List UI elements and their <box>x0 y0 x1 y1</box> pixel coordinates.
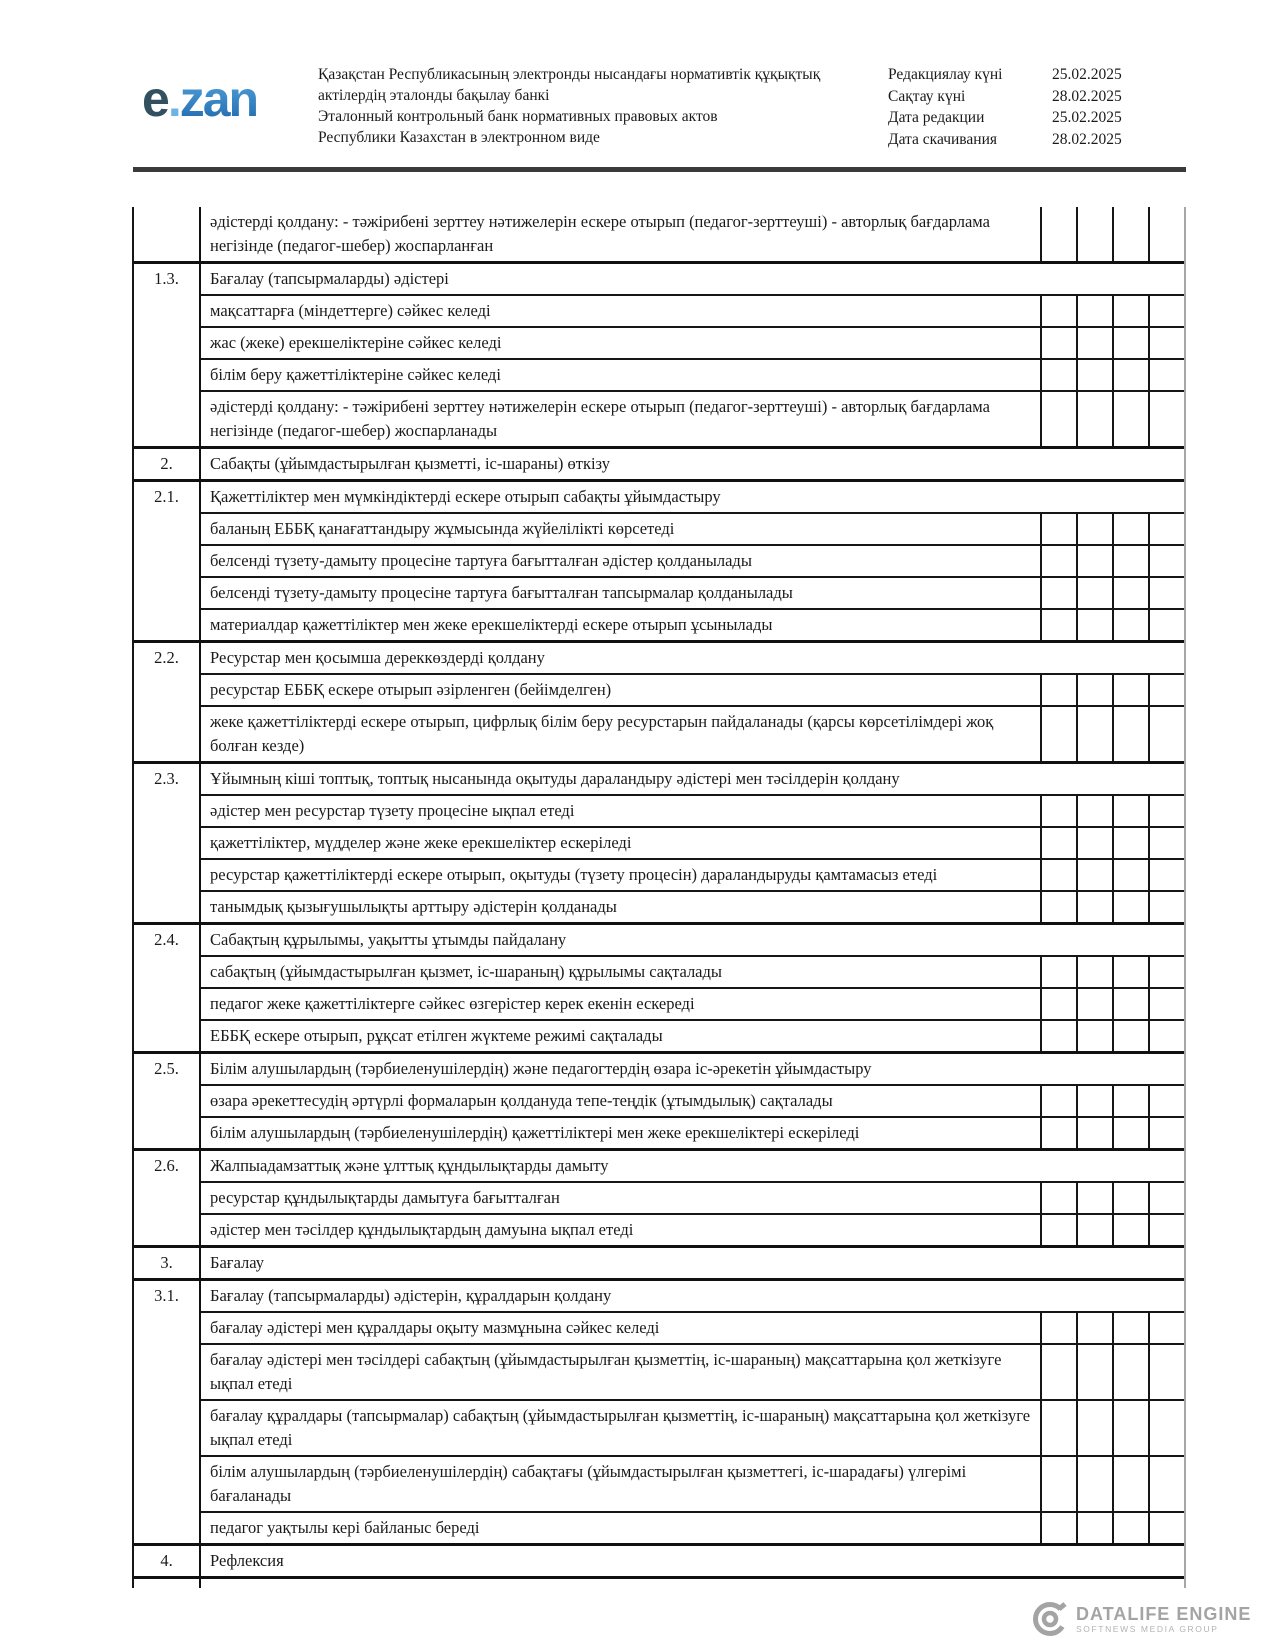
date-row <box>888 86 1148 108</box>
score-cell <box>1040 1401 1076 1455</box>
score-cell <box>1040 1118 1076 1148</box>
criterion-text: әдістерді қолдану: - тәжірибені зерттеу нәтижелерін ескере отырып (педагог-зерттеуші) - авторлық бағдарлама негізінде (педагог-шебер) жоспарланған <box>210 212 990 255</box>
ezan-logo <box>142 71 258 127</box>
datalife-engine-text <box>1076 1604 1251 1634</box>
score-cell <box>1040 1183 1076 1213</box>
score-cell <box>1112 1313 1148 1343</box>
criterion-row <box>201 608 1184 640</box>
score-cell <box>1112 828 1148 858</box>
table-section <box>134 1051 1184 1148</box>
section-header-row: Сабақтың құрылымы, уақытты ұтымды пайдалану <box>210 930 567 949</box>
score-cell <box>1112 1086 1148 1116</box>
assessment-table <box>132 207 1186 1588</box>
score-cell <box>1112 1513 1148 1543</box>
score-cell <box>1148 546 1184 576</box>
score-cell <box>1112 392 1148 446</box>
criterion-text: бағалау әдістері мен құралдары оқыту мазмұнына сәйкес келеді <box>210 1318 660 1337</box>
score-cell <box>1076 1183 1112 1213</box>
score-cell <box>1148 1457 1184 1511</box>
section-header-row: Сабақты (ұйымдастырылған қызметті, іс-шараны) өткізу <box>210 454 610 473</box>
score-cell <box>1148 1345 1184 1399</box>
criterion-text: әдістер мен тәсілдер құндылықтардың дамуына ықпал етеді <box>210 1220 634 1239</box>
section-number-cell: 2.6. <box>134 1151 201 1245</box>
score-cell <box>1112 610 1148 640</box>
score-cell <box>1112 296 1148 326</box>
section-number-cell <box>134 207 201 261</box>
criterion-text: танымдық қызығушылықты арттыру әдістерін қолданады <box>210 897 617 916</box>
criterion-row <box>201 294 1184 326</box>
score-cell <box>1148 1183 1184 1213</box>
section-number-cell <box>134 1579 201 1588</box>
criterion-text: мақсаттарға (міндеттерге) сәйкес келеді <box>210 301 491 320</box>
org-title-block <box>318 64 903 148</box>
section-body <box>201 1248 1184 1278</box>
section-body <box>201 449 1184 479</box>
score-cell <box>1148 707 1184 761</box>
score-cell <box>1076 546 1112 576</box>
criterion-text: әдістер мен ресурстар түзету процесіне ықпал етеді <box>210 801 575 820</box>
section-header-row: Ресурстар мен қосымша дереккөздерді қолдану <box>210 648 545 667</box>
score-cell <box>1040 989 1076 1019</box>
ezan-logo-zan: zan <box>179 71 258 127</box>
criterion-text: баланың ЕББҚ қанағаттандыру жұмысында жүйелілікті көрсетеді <box>210 519 675 538</box>
score-cell <box>1040 1021 1076 1051</box>
score-cell <box>1040 796 1076 826</box>
criterion-text: белсенді түзету-дамыту процесіне тартуға бағытталған әдістер қолданылады <box>210 551 752 570</box>
section-number-cell: 4. <box>134 1546 201 1576</box>
score-cell <box>1040 328 1076 358</box>
score-cell <box>1112 514 1148 544</box>
date-value: 25.02.2025 <box>1052 66 1122 83</box>
score-cell <box>1148 675 1184 705</box>
criterion-row <box>201 512 1184 544</box>
criterion-row <box>201 1084 1184 1116</box>
score-cell <box>1076 328 1112 358</box>
score-cell <box>1148 989 1184 1019</box>
criterion-row <box>201 987 1184 1019</box>
criterion-row <box>201 1343 1184 1399</box>
table-section <box>134 640 1184 761</box>
section-body <box>201 1546 1184 1576</box>
score-cell <box>1112 957 1148 987</box>
score-cell <box>1076 1513 1112 1543</box>
section-header-row: Бағалау (тапсырмаларды) әдістері <box>210 269 449 288</box>
score-cell <box>1076 392 1112 446</box>
score-cell <box>1040 675 1076 705</box>
section-body <box>201 643 1184 761</box>
date-value: 28.02.2025 <box>1052 130 1122 148</box>
score-cell <box>1040 1313 1076 1343</box>
table-section <box>134 1278 1184 1543</box>
score-cell <box>1040 1086 1076 1116</box>
section-body <box>201 925 1184 1051</box>
score-cell <box>1112 989 1148 1019</box>
section-header-row: Бағалау <box>210 1253 265 1272</box>
criterion-text: жас (жеке) ерекшеліктеріне сәйкес келеді <box>210 333 502 352</box>
table-section <box>134 1576 1184 1588</box>
score-cell <box>1148 1401 1184 1455</box>
score-cell <box>1148 610 1184 640</box>
score-cell <box>1148 796 1184 826</box>
section-number-cell: 2.1. <box>134 482 201 640</box>
section-body <box>201 1579 1184 1588</box>
section-header-row: Қажеттіліктер мен мүмкіндіктерді ескере отырып сабақты ұйымдастыру <box>210 487 721 506</box>
score-cell <box>1076 1401 1112 1455</box>
criterion-row <box>201 1311 1184 1343</box>
score-cell <box>1040 296 1076 326</box>
table-section <box>134 1148 1184 1245</box>
criterion-row <box>201 390 1184 446</box>
score-cell <box>1148 296 1184 326</box>
criterion-text: әдістерді қолдану: - тәжірибені зерттеу нәтижелерін ескере отырып (педагог-зерттеуші) - авторлық бағдарлама негізінде (педагог-шебер) жоспарланады <box>210 397 990 440</box>
score-cell <box>1112 328 1148 358</box>
criterion-row <box>201 673 1184 705</box>
date-value: 28.02.2025 <box>1052 87 1122 105</box>
criterion-text: педагог жеке қажеттіліктерге сәйкес өзгерістер керек екенін ескереді <box>210 994 695 1013</box>
score-cell <box>1076 989 1112 1019</box>
score-cell <box>1112 207 1148 261</box>
score-cell <box>1148 1215 1184 1245</box>
criterion-row <box>201 1213 1184 1245</box>
score-cell <box>1076 610 1112 640</box>
score-cell <box>1040 514 1076 544</box>
criterion-row <box>201 1019 1184 1051</box>
document-dates <box>888 64 1148 150</box>
score-cell <box>1076 707 1112 761</box>
criterion-row <box>201 326 1184 358</box>
criterion-text: сабақтың (ұйымдастырылған қызмет, іс-шараның) құрылымы сақталады <box>210 962 722 981</box>
criterion-row <box>201 1511 1184 1543</box>
score-cell <box>1148 514 1184 544</box>
section-header-row: Бағалау (тапсырмаларды) әдістерін, құралдарын қолдану <box>210 1286 612 1305</box>
criterion-row <box>201 358 1184 390</box>
section-header-row: Жалпыадамзаттық және ұлттық құндылықтарды дамыту <box>210 1156 609 1175</box>
score-cell <box>1148 892 1184 922</box>
score-cell <box>1112 675 1148 705</box>
criterion-row <box>201 955 1184 987</box>
datalife-engine-subtitle: SOFTNEWS MEDIA GROUP <box>1076 1624 1219 1634</box>
ezan-logo-dot: . <box>167 71 180 127</box>
table-section <box>134 761 1184 922</box>
score-cell <box>1076 360 1112 390</box>
section-header-row: Білім алушылардың (тәрбиеленушілердің) және педагогтердің өзара іс-әрекетін ұйымдастыру <box>210 1059 872 1078</box>
section-number-cell: 3. <box>134 1248 201 1278</box>
table-section <box>134 1245 1184 1278</box>
criterion-row <box>201 826 1184 858</box>
section-number-cell: 2.2. <box>134 643 201 761</box>
score-cell <box>1040 1215 1076 1245</box>
org-line-kk-2: актілердің эталонды бақылау банкі <box>318 87 550 104</box>
score-cell <box>1076 796 1112 826</box>
score-cell <box>1112 1118 1148 1148</box>
criterion-row <box>201 544 1184 576</box>
table-section <box>134 1543 1184 1576</box>
score-cell <box>1076 892 1112 922</box>
org-line-ru-1: Эталонный контрольный банк нормативных правовых актов <box>318 108 718 125</box>
score-cell <box>1148 207 1184 261</box>
criterion-row <box>201 1181 1184 1213</box>
criterion-row <box>201 705 1184 761</box>
section-body <box>201 1054 1184 1148</box>
section-header-row: Рефлексия <box>210 1551 284 1570</box>
date-row <box>888 107 1148 129</box>
criterion-text: қажеттіліктер, мүдделер және жеке ерекшеліктер ескеріледі <box>210 833 632 852</box>
score-cell <box>1148 860 1184 890</box>
section-number-cell: 2.3. <box>134 764 201 922</box>
score-cell <box>1112 578 1148 608</box>
score-cell <box>1112 1183 1148 1213</box>
score-cell <box>1040 1513 1076 1543</box>
date-value: 25.02.2025 <box>1052 109 1122 126</box>
score-cell <box>1076 828 1112 858</box>
table-section <box>134 479 1184 640</box>
criterion-text: ЕББҚ ескере отырып, рұқсат етілген жүктеме режимі сақталады <box>210 1026 663 1045</box>
score-cell <box>1040 892 1076 922</box>
criterion-text: белсенді түзету-дамыту процесіне тартуға бағытталған тапсырмалар қолданылады <box>210 583 793 602</box>
criterion-row <box>201 207 1184 261</box>
score-cell <box>1076 860 1112 890</box>
datalife-engine-icon <box>1032 1601 1068 1637</box>
score-cell <box>1076 1086 1112 1116</box>
score-cell <box>1148 360 1184 390</box>
section-number-cell: 1.3. <box>134 264 201 446</box>
score-cell <box>1040 860 1076 890</box>
criterion-row <box>201 858 1184 890</box>
criterion-row <box>201 1399 1184 1455</box>
criterion-text: материалдар қажеттіліктер мен жеке ерекшеліктерді ескере отырып ұсынылады <box>210 615 773 634</box>
criterion-text: ресурстар қажеттіліктерді ескере отырып, оқытуды (түзету процесін) дараландыруды қамтамасыз етеді <box>210 865 938 884</box>
score-cell <box>1112 892 1148 922</box>
score-cell <box>1148 1021 1184 1051</box>
section-body <box>201 482 1184 640</box>
section-number-cell: 3.1. <box>134 1281 201 1543</box>
datalife-engine-watermark <box>1032 1601 1251 1637</box>
criterion-row <box>201 794 1184 826</box>
score-cell <box>1148 328 1184 358</box>
score-cell <box>1076 1215 1112 1245</box>
criterion-text: білім алушылардың (тәрбиеленушілердің) сабақтағы (ұйымдастырылған қызметтегі, іс-шарадағы) үлгерімі бағаланады <box>210 1462 967 1505</box>
section-body <box>201 264 1184 446</box>
criterion-text: білім беру қажеттіліктеріне сәйкес келеді <box>210 365 501 384</box>
header-divider <box>133 167 1186 172</box>
score-cell <box>1040 1345 1076 1399</box>
score-cell <box>1148 578 1184 608</box>
score-cell <box>1112 1215 1148 1245</box>
score-cell <box>1040 578 1076 608</box>
score-cell <box>1076 957 1112 987</box>
score-cell <box>1112 1401 1148 1455</box>
score-cell <box>1076 1313 1112 1343</box>
section-body <box>201 207 1184 261</box>
score-cell <box>1112 546 1148 576</box>
score-cell <box>1112 1457 1148 1511</box>
score-cell <box>1076 578 1112 608</box>
datalife-engine-brand: DATALIFE ENGINE <box>1076 1604 1252 1624</box>
score-cell <box>1148 957 1184 987</box>
ezan-logo-e: e <box>142 71 168 127</box>
org-line-kk-1: Қазақстан Республикасының электронды нысандағы нормативтік құқықтық <box>318 66 821 83</box>
section-body <box>201 1151 1184 1245</box>
score-cell <box>1076 1118 1112 1148</box>
criterion-row <box>201 576 1184 608</box>
date-row <box>888 129 1148 151</box>
score-cell <box>1040 546 1076 576</box>
score-cell <box>1076 675 1112 705</box>
criterion-text: өзара әрекеттесудің әртүрлі формаларын қолдануда тепе-теңдік (ұтымдылық) сақталады <box>210 1091 833 1110</box>
date-label: Дата редакции <box>888 109 985 126</box>
criterion-text: білім алушылардың (тәрбиеленушілердің) қажеттіліктері мен жеке ерекшеліктері ескеріледі <box>210 1123 860 1142</box>
date-label: Дата скачивания <box>888 130 998 148</box>
org-line-ru-2: Республики Казахстан в электронном виде <box>318 129 600 146</box>
criterion-text: жеке қажеттіліктерді ескере отырып, цифрлық білім беру ресурстарын пайдаланады (қарсы көрсетілімдері жоқ болған кезде) <box>210 712 994 755</box>
section-number-cell: 2.4. <box>134 925 201 1051</box>
score-cell <box>1148 828 1184 858</box>
score-cell <box>1076 1457 1112 1511</box>
criterion-row <box>201 890 1184 922</box>
score-cell <box>1148 1086 1184 1116</box>
score-cell <box>1112 796 1148 826</box>
table-section <box>134 922 1184 1051</box>
date-label: Сақтау күні <box>888 87 966 105</box>
score-cell <box>1040 1457 1076 1511</box>
section-header-row: Ұйымның кіші топтық, топтық нысанында оқытуды дараландыру әдістері мен тәсілдерін қолдану <box>210 769 900 788</box>
score-cell <box>1076 1021 1112 1051</box>
date-row <box>888 64 1148 86</box>
criterion-text: бағалау құралдары (тапсырмалар) сабақтың (ұйымдастырылған қызметтің, іс-шараның) мақсаттарына қол жеткізуге ықпал етеді <box>210 1406 1031 1449</box>
score-cell <box>1112 1345 1148 1399</box>
score-cell <box>1112 860 1148 890</box>
score-cell <box>1148 392 1184 446</box>
table-section <box>134 261 1184 446</box>
criterion-text: ресурстар ЕББҚ ескере отырып әзірленген (бейімделген) <box>210 680 612 699</box>
section-body <box>201 1281 1184 1543</box>
score-cell <box>1040 207 1076 261</box>
criterion-text: бағалау әдістері мен тәсілдері сабақтың (ұйымдастырылған қызметтің, іс-шараның) мақсаттарына қол жеткізуге ықпал етеді <box>210 1350 1002 1393</box>
score-cell <box>1040 957 1076 987</box>
score-cell <box>1148 1313 1184 1343</box>
score-cell <box>1076 1345 1112 1399</box>
score-cell <box>1040 360 1076 390</box>
score-cell <box>1148 1118 1184 1148</box>
criterion-text: педагог уақтылы кері байланыс береді <box>210 1518 480 1537</box>
score-cell <box>1112 707 1148 761</box>
score-cell <box>1040 707 1076 761</box>
section-number-cell: 2. <box>134 449 201 479</box>
score-cell <box>1040 828 1076 858</box>
table-section <box>134 446 1184 479</box>
table-section <box>134 207 1184 261</box>
criterion-text: ресурстар құндылықтарды дамытуға бағытталған <box>210 1188 560 1207</box>
date-label: Редакциялау күні <box>888 66 1003 83</box>
score-cell <box>1040 610 1076 640</box>
section-body <box>201 764 1184 922</box>
score-cell <box>1076 514 1112 544</box>
score-cell <box>1112 360 1148 390</box>
score-cell <box>1076 207 1112 261</box>
score-cell <box>1148 1513 1184 1543</box>
criterion-row <box>201 1455 1184 1511</box>
score-cell <box>1112 1021 1148 1051</box>
score-cell <box>1040 392 1076 446</box>
criterion-row <box>201 1116 1184 1148</box>
score-cell <box>1076 296 1112 326</box>
section-number-cell: 2.5. <box>134 1054 201 1148</box>
